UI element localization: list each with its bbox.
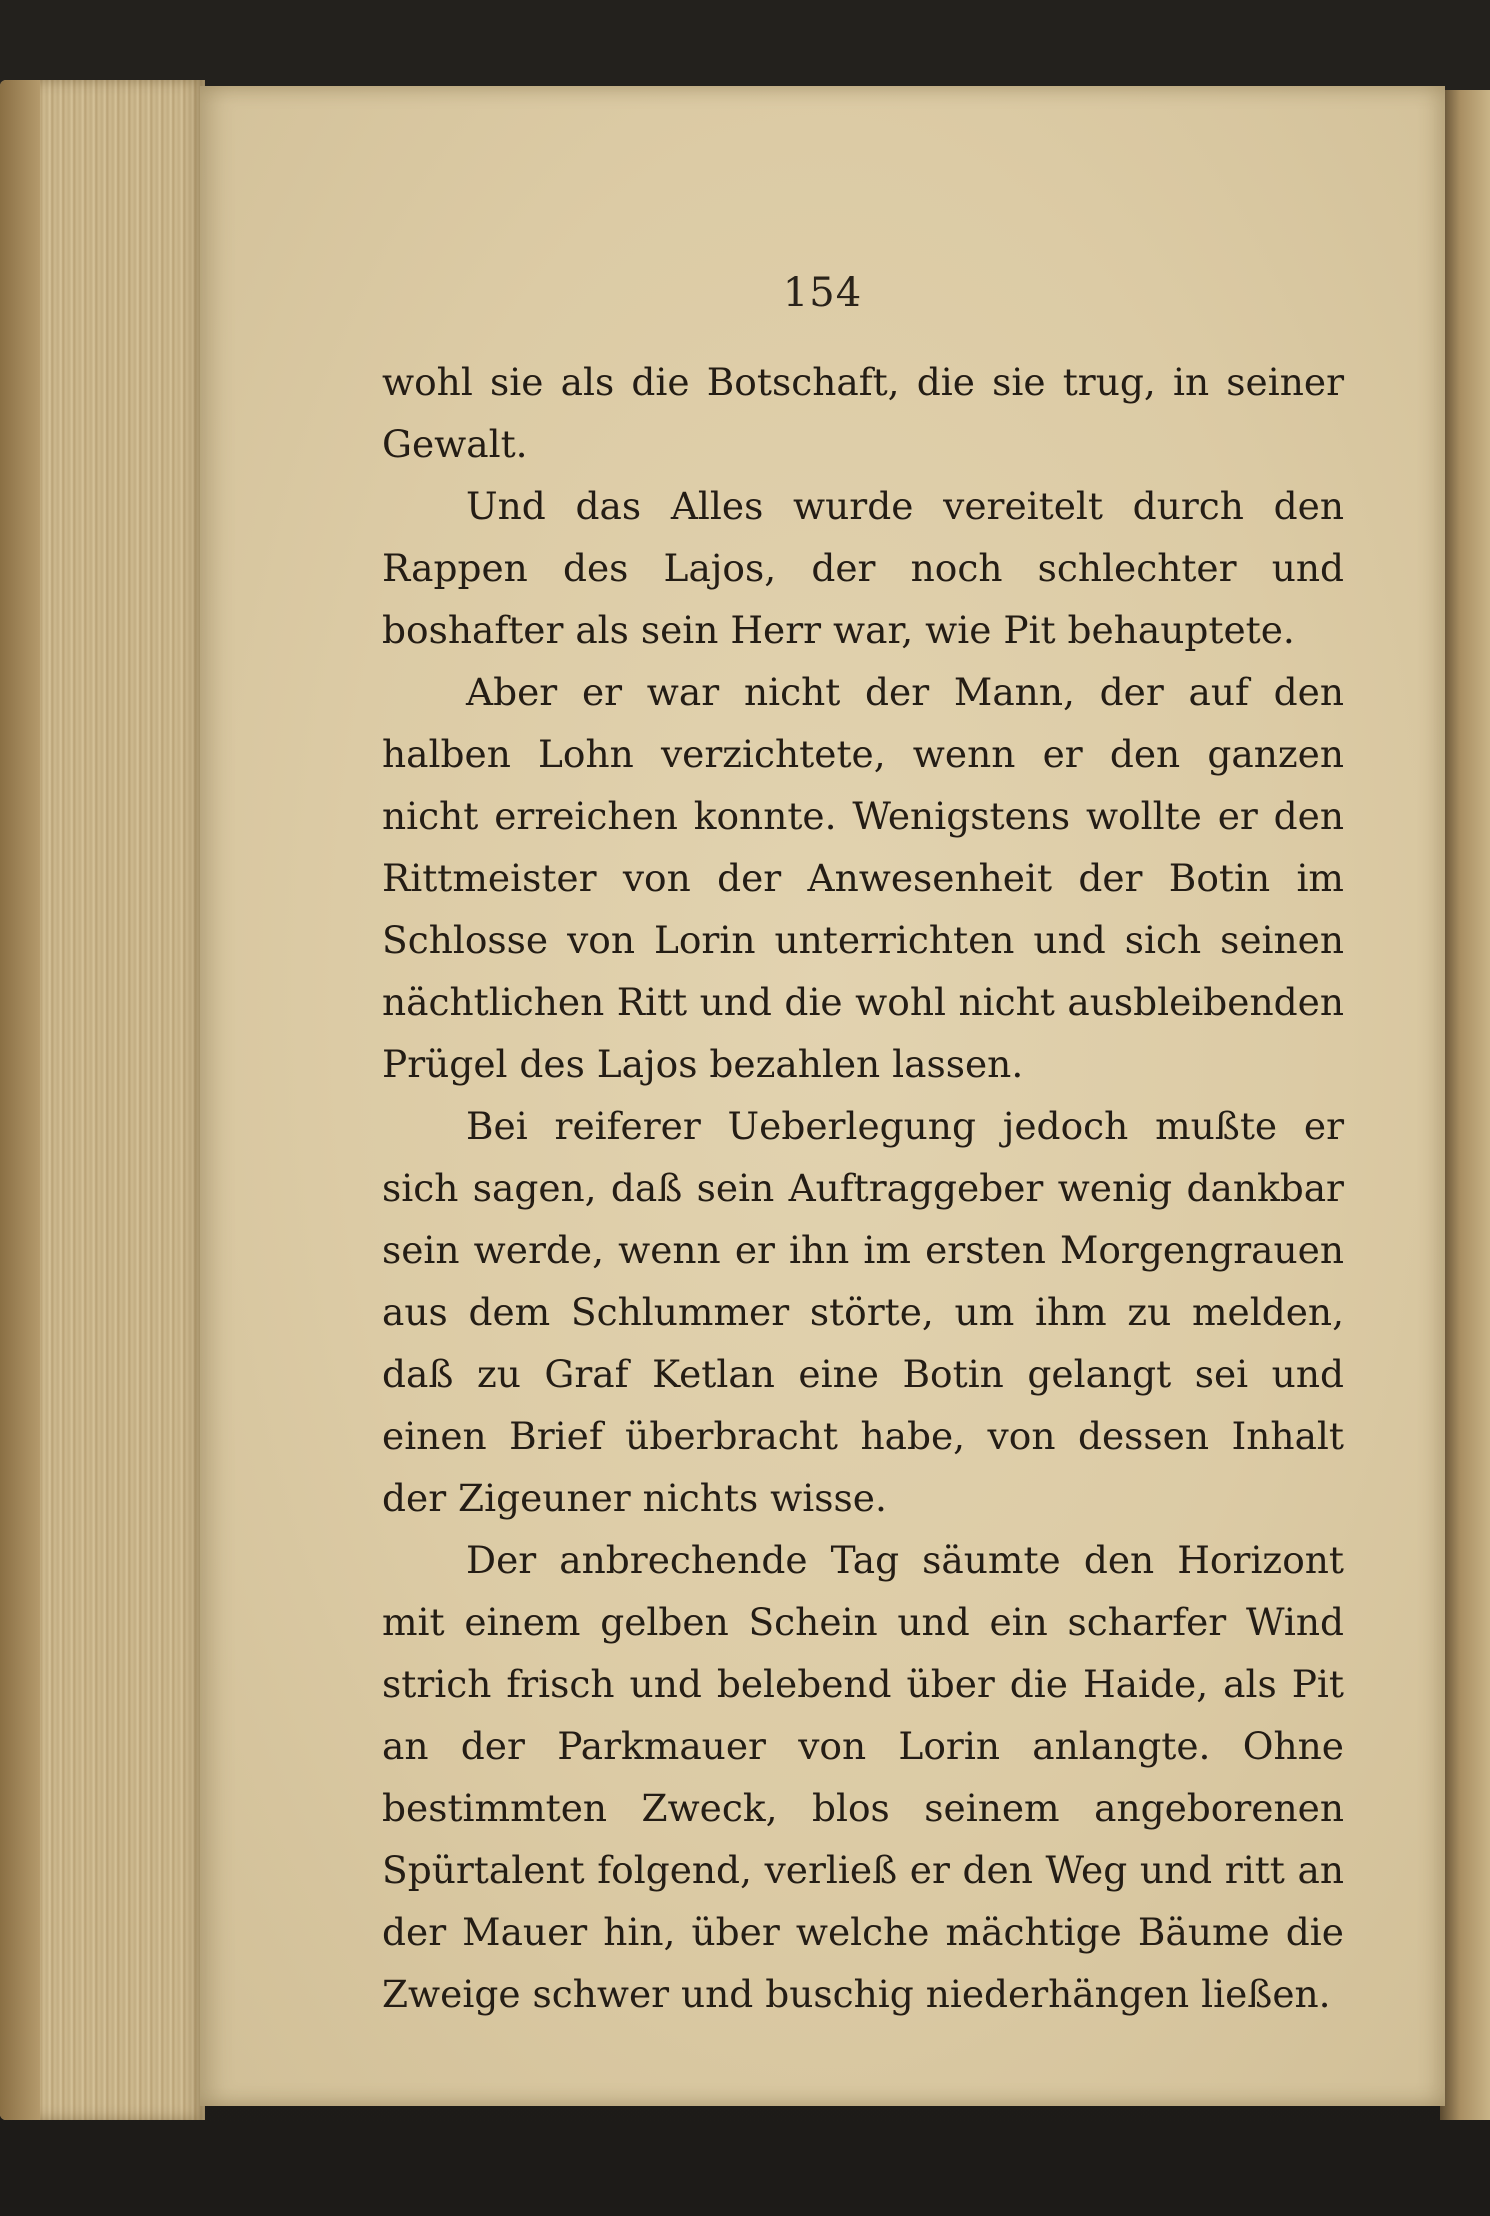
book-page [200,86,1445,2106]
page-text [382,351,1344,2025]
page-number: 154 [782,270,863,316]
paragraph: Der anbrechende Tag säumte den Horizont mit einem gelben Schein und ein scharfer Wind strich frisch und belebend über die Haide, als Pit an der Parkmauer von Lorin anlangte. Ohne bestimmten Zweck, blos seinem angeborenen Spürtalent folgend, verließ er den Weg und ritt an der Mauer hin, über welche mächtige Bäume die Zweige schwer und buschig niederhängen ließen. [382,1538,1344,2016]
book-page-edges [0,80,205,2120]
paragraph: Aber er war nicht der Mann, der auf den halben Lohn verzichtete, wenn er den ganzen nicht erreichen konnte. Wenigstens wollte er den Rittmeister von der Anwesenheit der Botin im Schlosse von Lorin unterrichten und sich seinen nächtlichen Ritt und die wohl nicht ausbleibenden Prügel des Lajos bezahlen lassen. [382,670,1344,1086]
book-binding-edge [1440,90,1490,2120]
paragraph: Bei reiferer Ueberlegung jedoch mußte er sich sagen, daß sein Auftraggeber wenig dankbar sein werde, wenn er ihn im ersten Morgengrauen aus dem Schlummer störte, um ihm zu melden, daß zu Graf Ketlan eine Botin gelangt sei und einen Brief überbracht habe, von dessen Inhalt der Zigeuner nichts wisse. [382,1104,1344,1520]
paragraph: Und das Alles wurde vereitelt durch den Rappen des Lajos, der noch schlechter und boshafter als sein Herr war, wie Pit behauptete. [382,484,1344,652]
paragraph-continuation: wohl sie als die Botschaft, die sie trug, in seiner Gewalt. [382,360,1344,466]
